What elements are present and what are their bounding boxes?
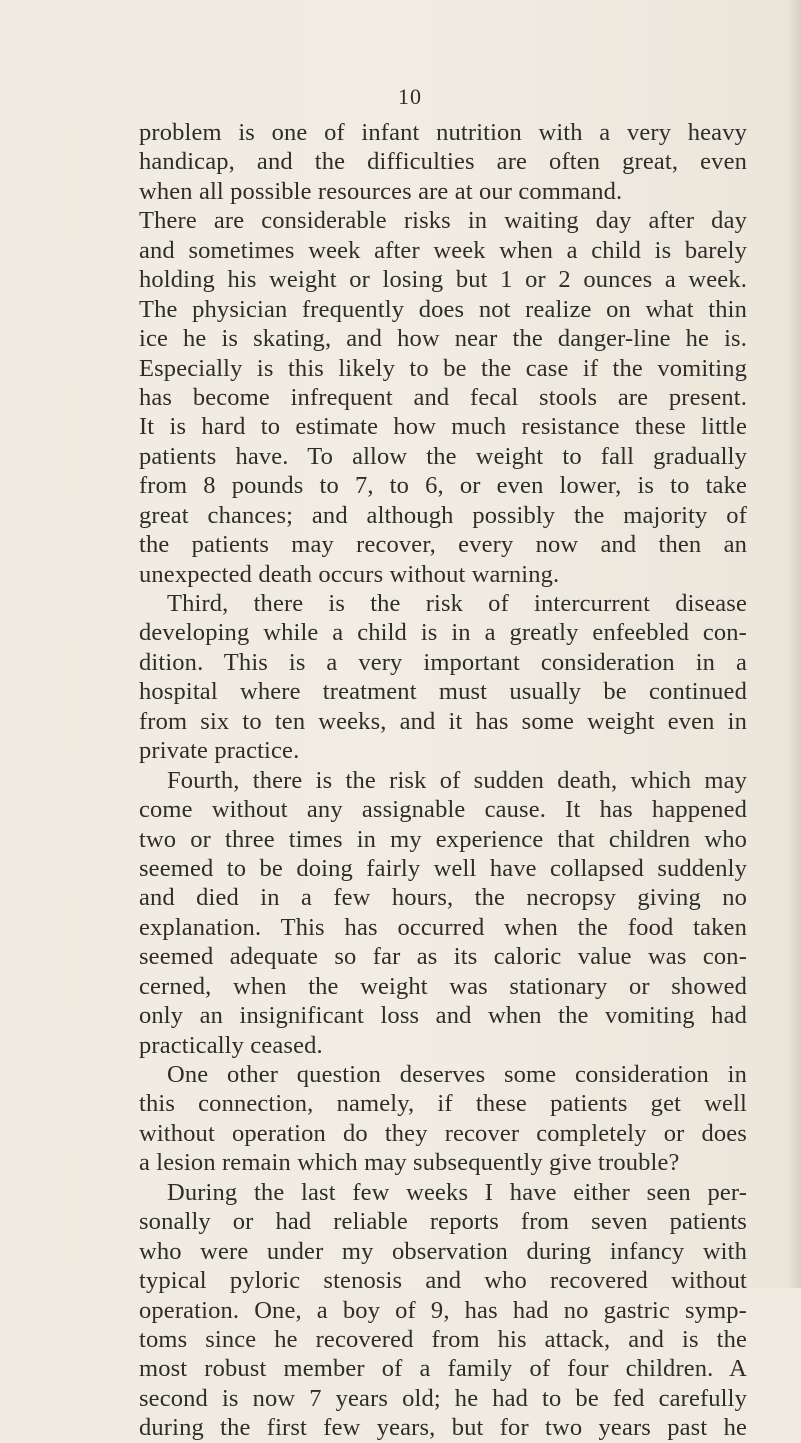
text-line: developing while a child is in a greatly enfeebled con- [139, 619, 747, 647]
text-line: private practice. [139, 737, 300, 765]
text-line: cerned, when the weight was stationary or showed [139, 972, 747, 1000]
text-line: The physician frequently does not realize on what thin [139, 295, 747, 323]
text-line: Especially is this likely to be the case if the vomiting [139, 354, 747, 382]
text-line: from six to ten weeks, and it has some weight even in [139, 707, 747, 735]
text-line: during the first few years, but for two years past he [139, 1414, 747, 1442]
text-line: this connection, namely, if these patients get well [139, 1090, 747, 1118]
text-line: two or three times in my experience that children who [139, 825, 747, 853]
text-line: patients have. To allow the weight to fall gradually [139, 442, 747, 470]
text-line: There are considerable risks in waiting day after day [139, 207, 747, 235]
text-line: most robust member of a family of four children. A [139, 1355, 747, 1383]
text-line: without operation do they recover completely or does [139, 1119, 747, 1147]
page-edge-shadow [787, 0, 801, 1288]
text-line: who were under my observation during infancy with [139, 1237, 747, 1265]
text-line: explanation. This has occurred when the food taken [139, 913, 747, 941]
body-text [139, 118, 747, 1443]
text-line: toms since he recovered from his attack, and is the [139, 1325, 747, 1353]
page-number: 10 [398, 84, 422, 109]
text-line: It is hard to estimate how much resistance these little [139, 413, 747, 441]
text-line: sonally or had reliable reports from seven patients [139, 1208, 747, 1236]
text-line: when all possible resources are at our command. [139, 177, 623, 205]
text-line: handicap, and the difficulties are often great, even [139, 148, 747, 176]
text-line: second is now 7 years old; he had to be fed carefully [139, 1384, 747, 1412]
text-line: and sometimes week after week when a child is barely [139, 236, 747, 264]
text-line: problem is one of infant nutrition with a very heavy [139, 119, 747, 146]
text-line: only an insignificant loss and when the vomiting had [139, 1002, 747, 1030]
text-line: seemed to be doing fairly well have collapsed suddenly [139, 854, 747, 882]
text-line: unexpected death occurs without warning. [139, 560, 560, 588]
text-line: operation. One, a boy of 9, has had no gastric symp- [139, 1296, 747, 1324]
text-line: dition. This is a very important consideration in a [139, 648, 747, 676]
text-line: typical pyloric stenosis and who recovered without [139, 1267, 747, 1295]
text-line: practically ceased. [139, 1031, 323, 1059]
text-line: holding his weight or losing but 1 or 2 ounces a week. [139, 266, 747, 294]
text-line: from 8 pounds to 7, to 6, or even lower, is to take [139, 472, 747, 500]
text-line: and died in a few hours, the necropsy giving no [139, 884, 747, 912]
text-line: Fourth, there is the risk of sudden death, which may [167, 766, 747, 794]
text-line: seemed adequate so far as its caloric value was con- [139, 943, 747, 971]
text-line: One other question deserves some consideration in [167, 1061, 747, 1088]
text-line: During the last few weeks I have either seen per- [167, 1178, 747, 1206]
text-line: come without any assignable cause. It has happened [139, 796, 747, 824]
text-line: the patients may recover, every now and then an [139, 531, 747, 559]
text-line: great chances; and although possibly the majority of [139, 501, 747, 529]
text-line: has become infrequent and fecal stools are present. [139, 383, 747, 411]
text-line: a lesion remain which may subsequently give trouble? [139, 1149, 680, 1177]
text-line: ice he is skating, and how near the danger-line he is. [139, 325, 747, 353]
text-line: hospital where treatment must usually be continued [139, 678, 747, 706]
text-line: Third, there is the risk of intercurrent disease [167, 590, 747, 617]
